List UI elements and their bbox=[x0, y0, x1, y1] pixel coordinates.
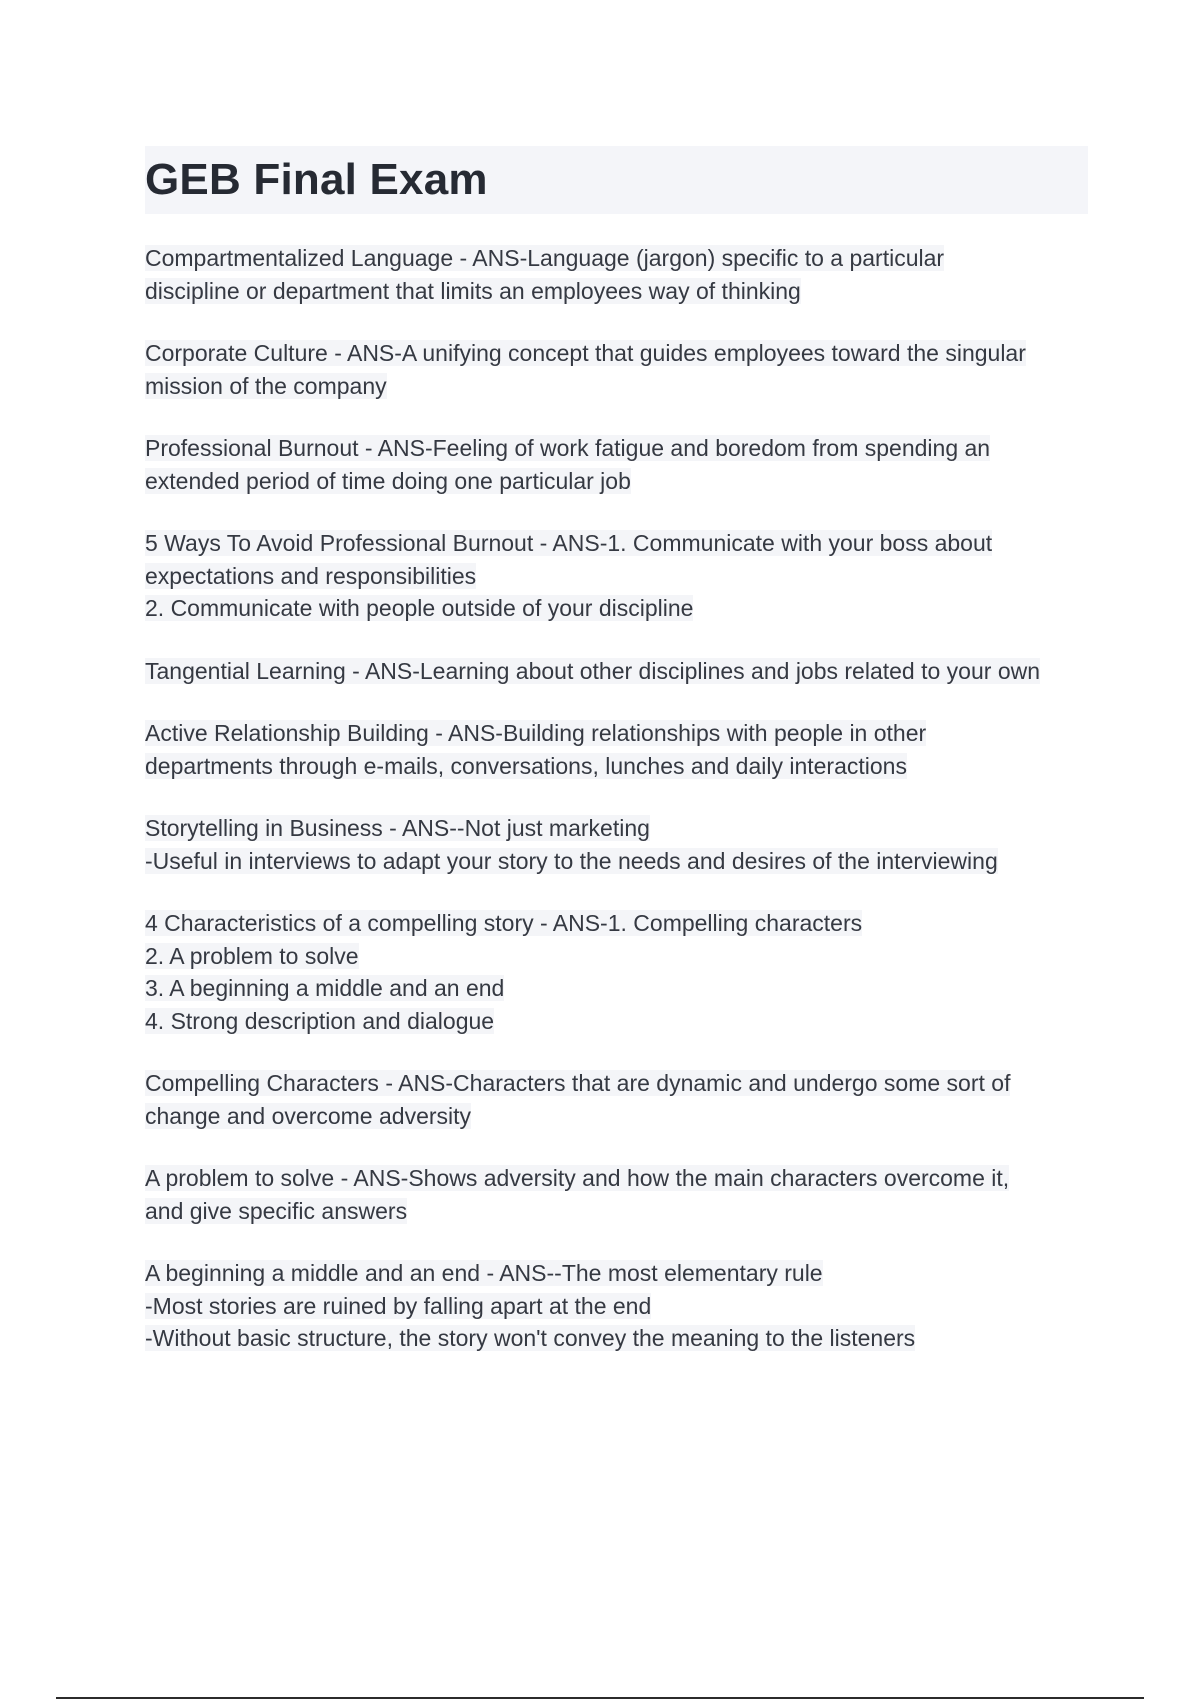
entry-line: A problem to solve - ANS-Shows adversity and how the main characters overcome it, bbox=[145, 1165, 1010, 1191]
entry-line: Active Relationship Building - ANS-Building relationships with people in other bbox=[145, 720, 927, 746]
entry-line: 3. A beginning a middle and an end bbox=[145, 975, 505, 1001]
entry-line: 4. Strong description and dialogue bbox=[145, 1007, 495, 1034]
entry-line: 4 Characteristics of a compelling story - ANS-1. Compelling characters bbox=[145, 910, 863, 936]
entry-line: extended period of time doing one particular job bbox=[145, 467, 631, 494]
entry-corporate-culture bbox=[145, 337, 1095, 402]
entry-line: A beginning a middle and an end - ANS--The most elementary rule bbox=[145, 1260, 823, 1286]
entry-compartmentalized-language bbox=[145, 242, 1095, 307]
entry-line: Professional Burnout - ANS-Feeling of work fatigue and boredom from spending an bbox=[145, 435, 991, 461]
entry-beginning-middle-end bbox=[145, 1257, 1095, 1355]
entry-line: change and overcome adversity bbox=[145, 1102, 472, 1129]
entry-tangential-learning bbox=[145, 655, 1095, 688]
entry-line: Corporate Culture - ANS-A unifying concept that guides employees toward the singular bbox=[145, 340, 1026, 366]
title-bar bbox=[145, 146, 1088, 214]
entry-line: 2. Communicate with people outside of your discipline bbox=[145, 595, 694, 621]
entry-line: Tangential Learning - ANS-Learning about other disciplines and jobs related to your own bbox=[145, 657, 1041, 684]
entry-line: departments through e-mails, conversations, lunches and daily interactions bbox=[145, 752, 907, 779]
entry-line: -Most stories are ruined by falling apart at the end bbox=[145, 1292, 652, 1319]
entry-line: discipline or department that limits an employees way of thinking bbox=[145, 277, 801, 304]
footer-divider bbox=[56, 1697, 1144, 1699]
entry-line: expectations and responsibilities bbox=[145, 562, 477, 589]
entry-line: mission of the company bbox=[145, 372, 387, 399]
entry-compelling-characters bbox=[145, 1067, 1095, 1132]
entry-avoid-burnout bbox=[145, 527, 1095, 625]
entry-line: 2. A problem to solve bbox=[145, 942, 359, 969]
entry-line: Compelling Characters - ANS-Characters that are dynamic and undergo some sort of bbox=[145, 1070, 1011, 1096]
entry-line: and give specific answers bbox=[145, 1197, 408, 1224]
entry-line: -Useful in interviews to adapt your story to the needs and desires of the interviewing bbox=[145, 847, 998, 874]
page-title: GEB Final Exam bbox=[145, 155, 488, 204]
entry-professional-burnout bbox=[145, 432, 1095, 497]
entry-line: 5 Ways To Avoid Professional Burnout - ANS-1. Communicate with your boss about bbox=[145, 530, 993, 556]
entry-line: -Without basic structure, the story won't convey the meaning to the listeners bbox=[145, 1325, 916, 1351]
entry-storytelling-in-business bbox=[145, 812, 1095, 877]
entry-active-relationship-building bbox=[145, 717, 1095, 782]
entry-line: Storytelling in Business - ANS--Not just marketing bbox=[145, 815, 650, 841]
entry-problem-to-solve bbox=[145, 1162, 1095, 1227]
entry-line: Compartmentalized Language - ANS-Language (jargon) specific to a particular bbox=[145, 245, 945, 271]
entry-list bbox=[145, 242, 1095, 1385]
entry-compelling-story-characteristics bbox=[145, 907, 1095, 1037]
